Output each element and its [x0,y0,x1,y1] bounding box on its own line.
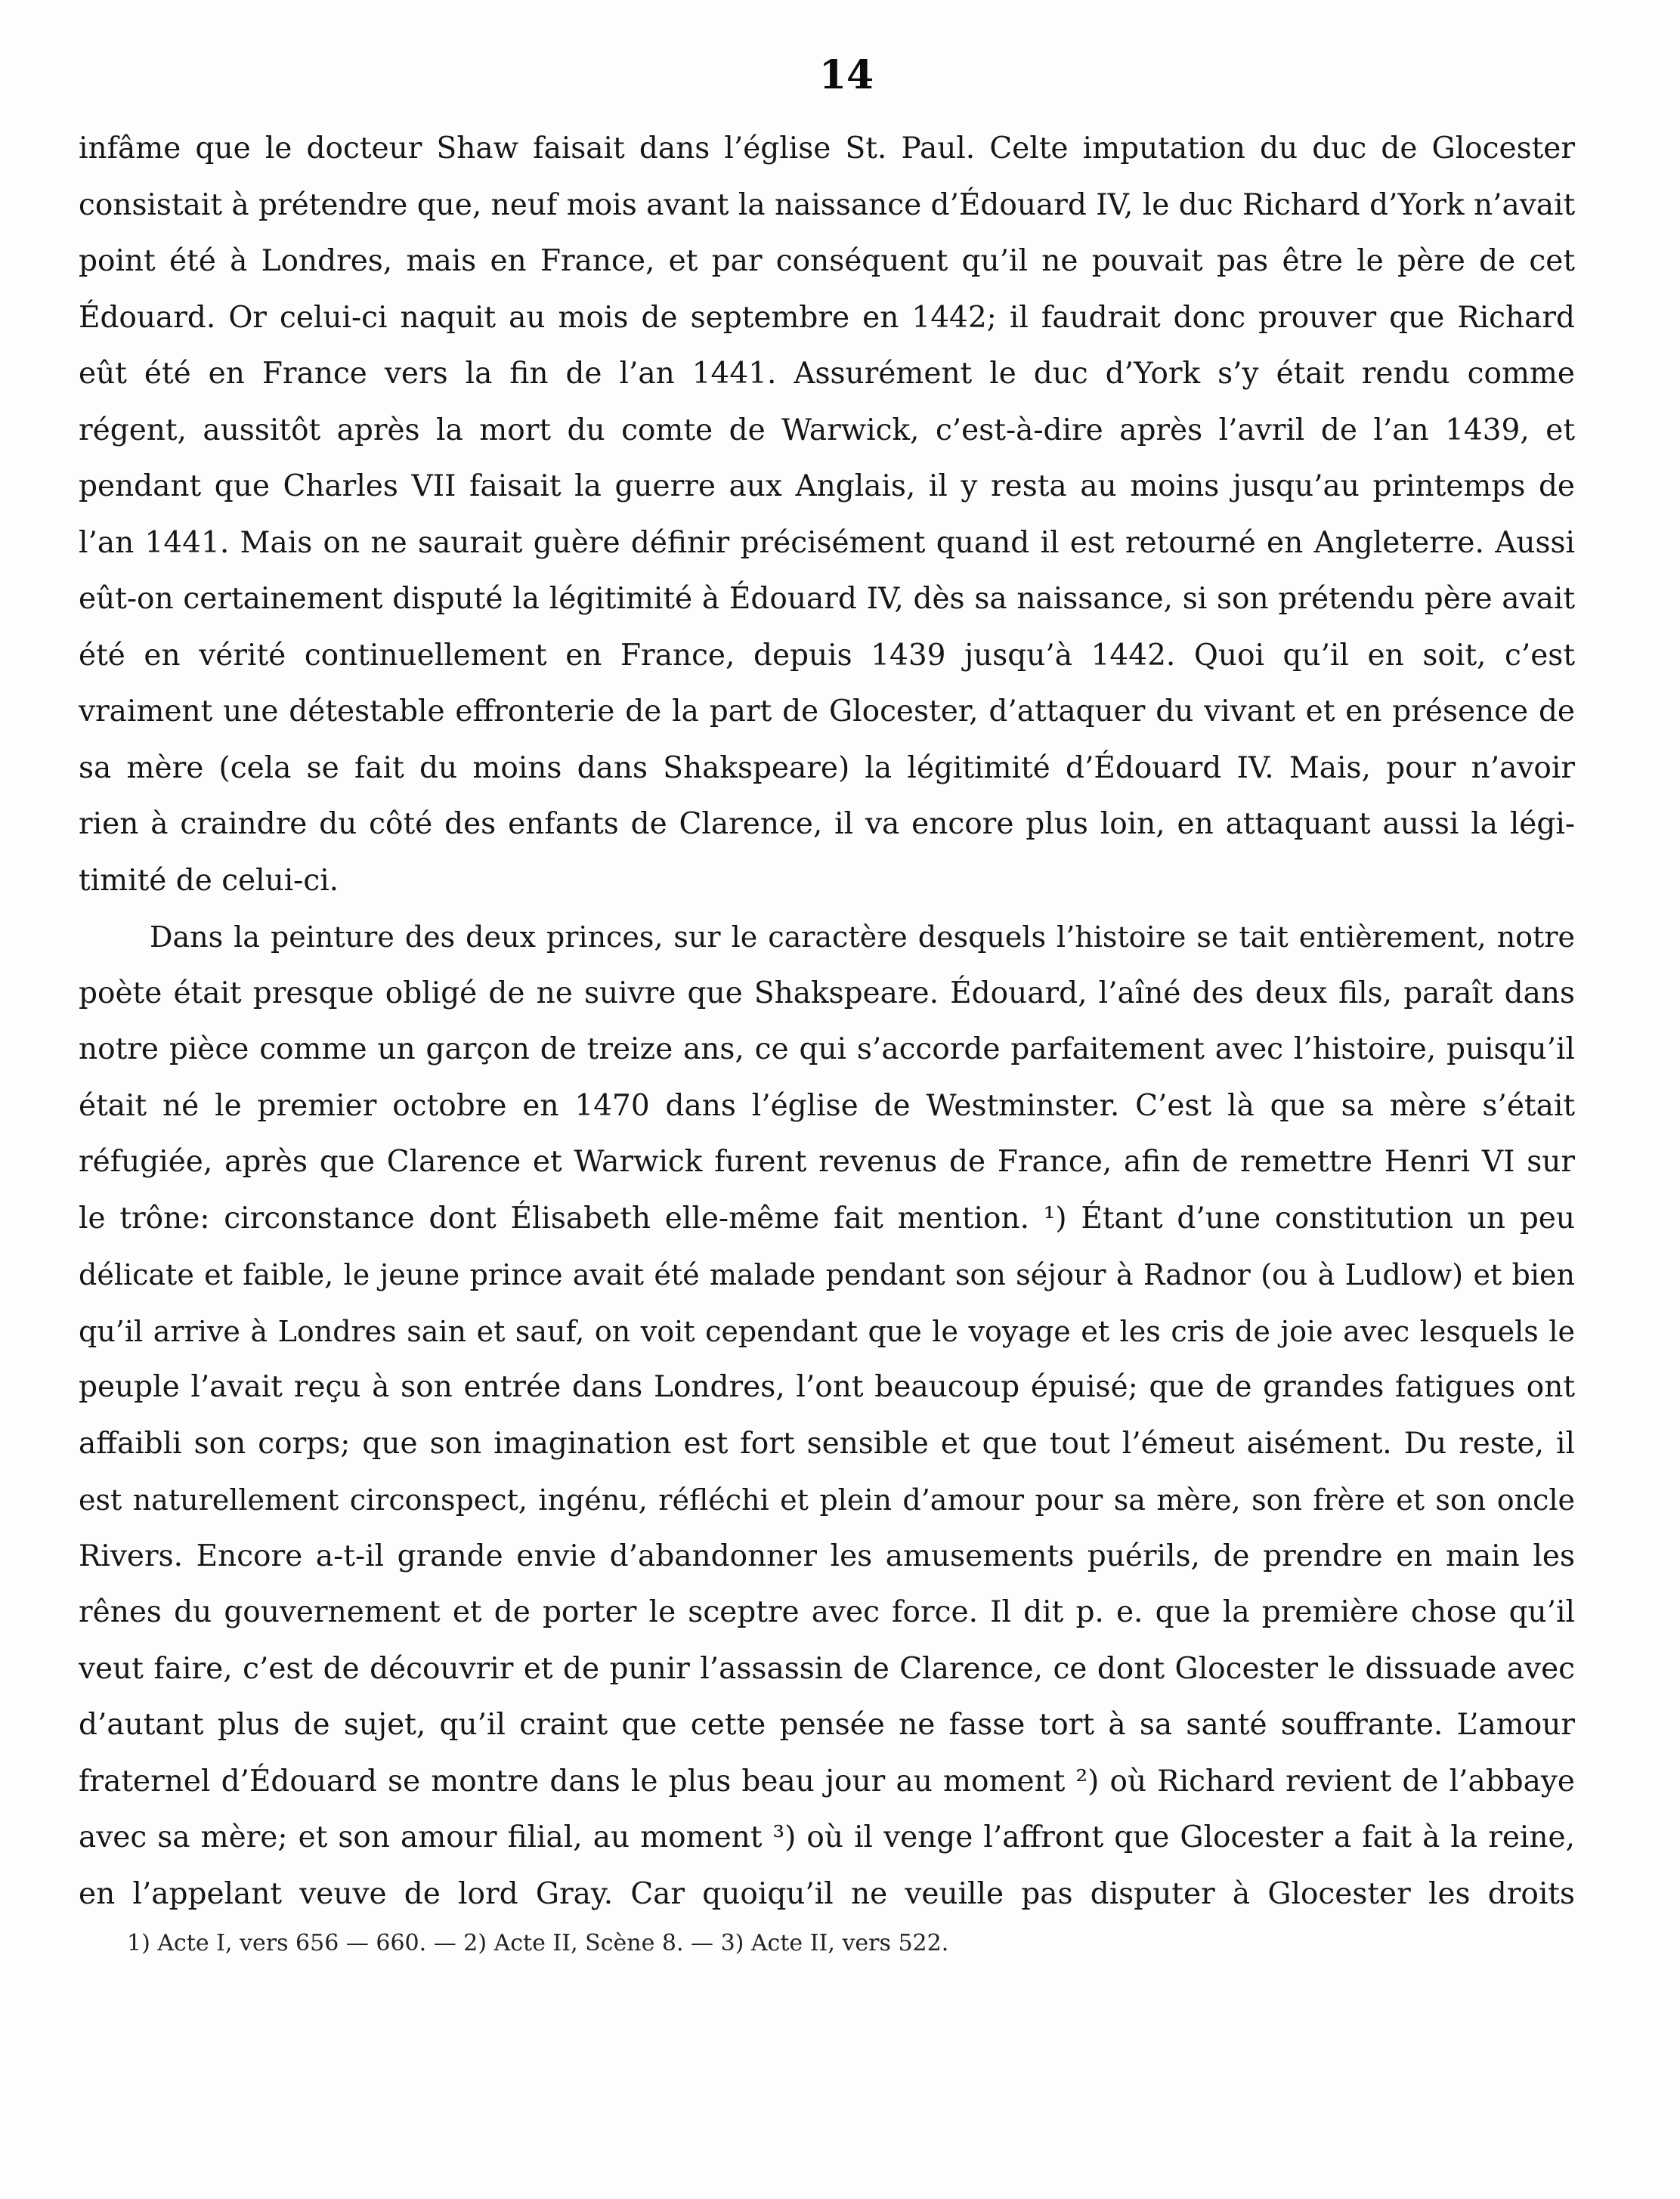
text-line: point été à Londres, mais en France, et par conséquent qu’il ne pouvait pas être le père de cet [79,244,1575,278]
text-line: Édouard. Or celui-ci naquit au mois de septembre en 1442; il faudrait donc prouver que Richard [79,300,1575,335]
page-number: 14 [818,52,874,98]
text-line: est naturellement circonspect, ingénu, réfléchi et plein d’amour pour sa mère, son frère et son oncle [79,1483,1575,1517]
text-line: timité de celui-ci. [79,863,339,898]
text-line: régent, aussitôt après la mort du comte de Warwick, c’est-à-dire après l’avril de l’an 1439, et [79,413,1575,447]
text-line: pendant que Charles VII faisait la guerre aux Anglais, il y resta au moins jusqu’au printemps de [79,469,1575,503]
text-line: d’autant plus de sujet, qu’il craint que cette pensée ne fasse tort à sa santé souffrante. L’amour [79,1708,1575,1742]
text-line: l’an 1441. Mais on ne saurait guère définir précisément quand il est retourné en Angleterre. Aussi [79,525,1575,560]
text-line: peuple l’avait reçu à son entrée dans Londres, l’ont beaucoup épuisé; que de grandes fatigues ont [79,1370,1575,1404]
text-line: affaibli son corps; que son imagination est fort sensible et que tout l’émeut aisément. Du reste, il [79,1426,1575,1461]
text-line: était né le premier octobre en 1470 dans l’église de Westminster. C’est là que sa mère s’était [79,1088,1575,1123]
text-line: veut faire, c’est de découvrir et de punir l’assassin de Clarence, ce dont Glocester le dissuade avec [79,1651,1575,1686]
text-line: notre pièce comme un garçon de treize ans, ce qui s’accorde parfaitement avec l’histoire, puisqu’il [79,1032,1575,1066]
body-text [79,121,1575,1922]
text-line: eût été en France vers la fin de l’an 1441. Assurément le duc d’York s’y était rendu comme [79,357,1575,391]
text-line: rênes du gouvernement et de porter le sceptre avec force. Il dit p. e. que la première chose qu’il [79,1595,1575,1629]
text-line: rien à craindre du côté des enfants de Clarence, il va encore plus loin, en attaquant aussi la légi- [79,807,1575,841]
text-line: le trône: circonstance dont Élisabeth elle-même fait mention. ¹) Étant d’une constitution un peu [79,1201,1575,1236]
text-line: fraternel d’Édouard se montre dans le plus beau jour au moment ²) où Richard revient de l’abbaye [79,1764,1575,1798]
text-line: infâme que le docteur Shaw faisait dans l’église St. Paul. Celte imputation du duc de Glocester [79,131,1575,165]
text-line: consistait à prétendre que, neuf mois avant la naissance d’Édouard IV, le duc Richard d’York n’avait [79,187,1576,222]
paragraph-start-line: Dans la peinture des deux princes, sur le caractère desquels l’histoire se tait entièrement, notre [150,920,1575,954]
footnotes: 1) Acte I, vers 656 — 660. — 2) Acte II, Scène 8. — 3) Acte II, vers 522. [127,1930,949,1956]
text-line: Rivers. Encore a-t-il grande envie d’abandonner les amusements puérils, de prendre en main les [79,1539,1575,1573]
text-line: avec sa mère; et son amour filial, au moment ³) où il venge l’affront que Glocester a fait à la reine, [79,1820,1575,1854]
text-line: vraiment une détestable effronterie de la part de Glocester, d’attaquer du vivant et en présence de [79,694,1575,728]
text-line: poète était presque obligé de ne suivre que Shakspeare. Édouard, l’aîné des deux fils, paraît dans [79,976,1575,1010]
text-line: été en vérité continuellement en France, depuis 1439 jusqu’à 1442. Quoi qu’il en soit, c’est [79,638,1575,673]
text-line: réfugiée, après que Clarence et Warwick furent revenus de France, afin de remettre Henri VI sur [79,1145,1575,1179]
text-line: qu’il arrive à Londres sain et sauf, on voit cependant que le voyage et les cris de joie avec lesquels le [79,1314,1575,1348]
text-line: en l’appelant veuve de lord Gray. Car quoiqu’il ne veuille pas disputer à Glocester les droits [79,1876,1575,1911]
text-line: délicate et faible, le jeune prince avait été malade pendant son séjour à Radnor (ou à Ludlow) et bien [79,1258,1575,1291]
text-line: eût-on certainement disputé la légitimité à Édouard IV, dès sa naissance, si son prétendu père avait [79,582,1575,616]
text-line: sa mère (cela se fait du moins dans Shakspeare) la légitimité d’Édouard IV. Mais, pour n’avoir [79,750,1575,785]
